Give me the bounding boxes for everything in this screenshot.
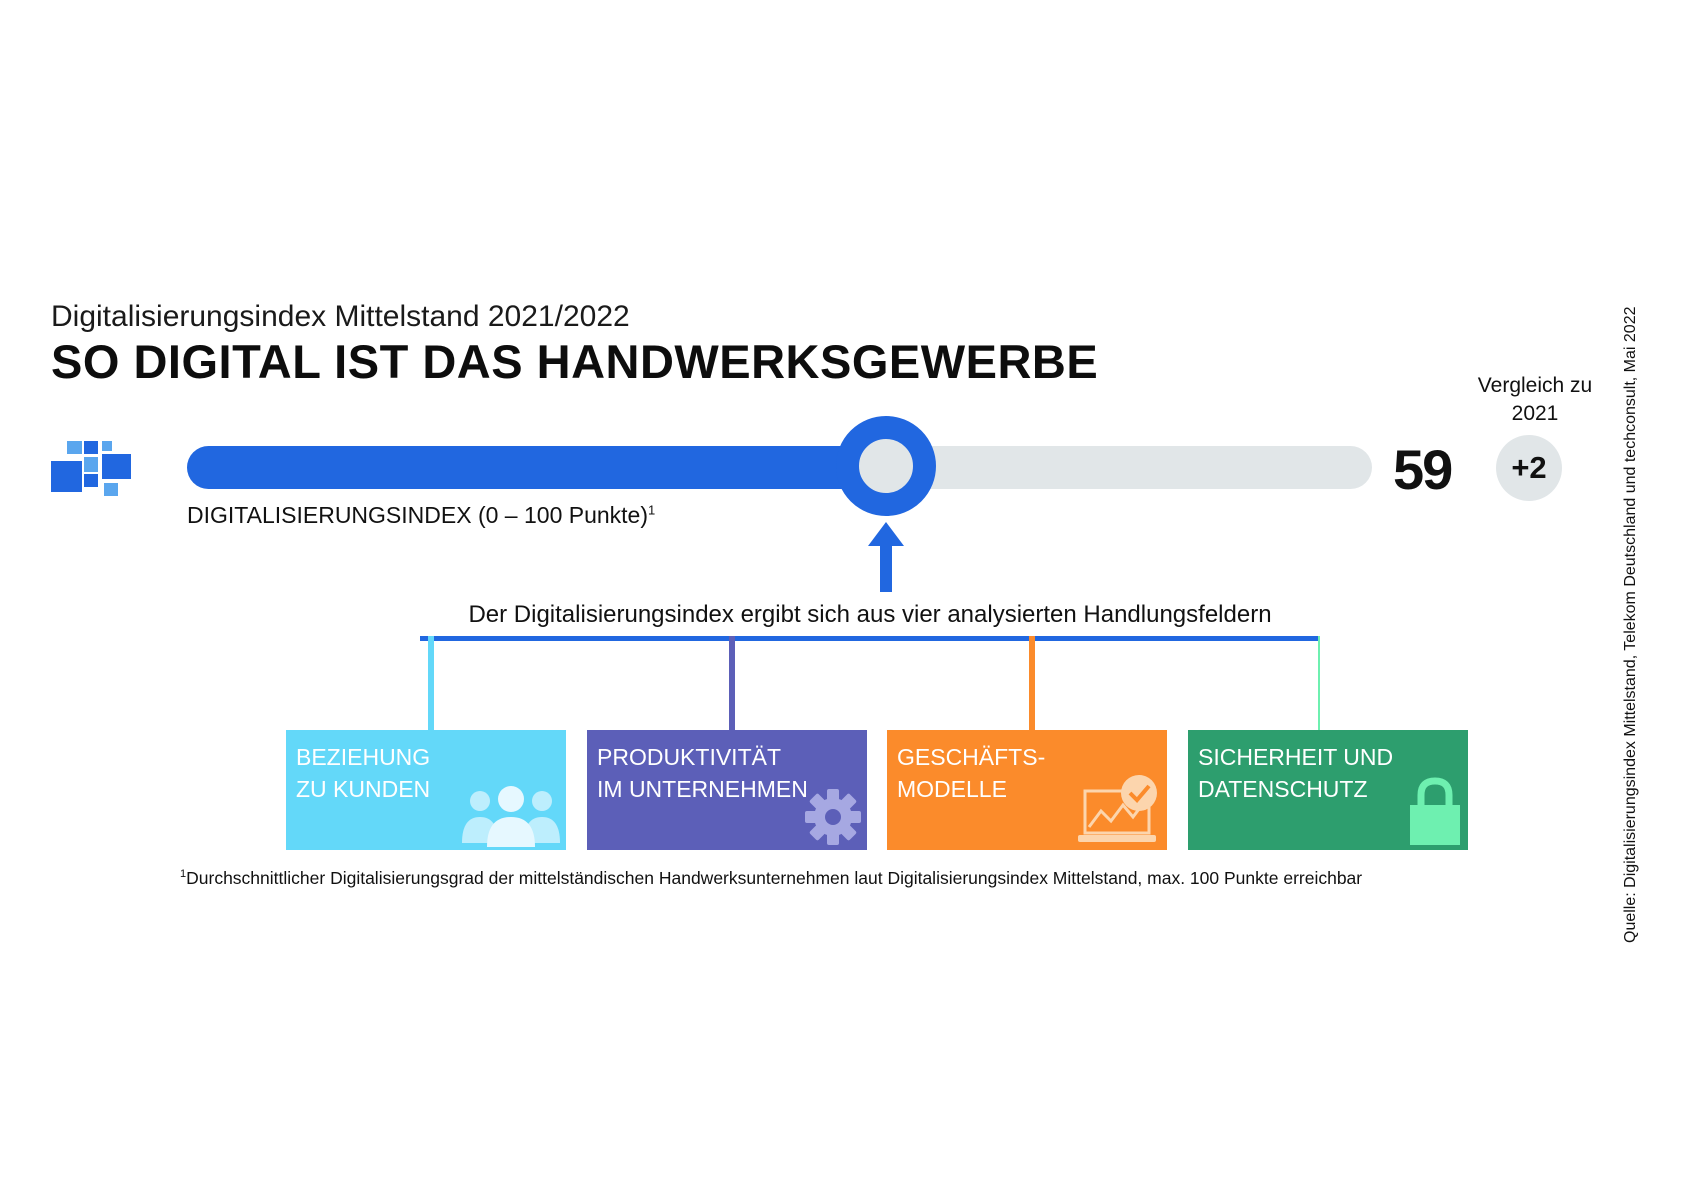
- index-bar-fill: [187, 446, 886, 489]
- page-title: SO DIGITAL IST DAS HANDWERKSGEWERBE: [51, 335, 1099, 388]
- field-label: PRODUKTIVITÄT IM UNTERNEHMEN: [597, 744, 808, 802]
- fields-caption: Der Digitalisierungsindex ergibt sich aus vier analysierten Handlungsfeldern: [468, 601, 1272, 628]
- delta-badge: +2: [1496, 435, 1562, 501]
- field-box-geschaeftsmodelle: [887, 730, 1167, 850]
- subtitle: Digitalisierungsindex Mittelstand 2021/2022: [51, 300, 630, 333]
- footnote-mark: 1: [648, 502, 656, 518]
- compare-label: Vergleich zu 2021: [1477, 374, 1593, 425]
- index-value: 59: [1393, 438, 1452, 501]
- field-label: BEZIEHUNG ZU KUNDEN: [296, 744, 431, 802]
- fields-connector: [420, 632, 1320, 732]
- field-label: GESCHÄFTS- MODELLE: [897, 744, 1046, 802]
- field-box-sicherheit: [1188, 730, 1468, 850]
- arrow-up-icon: [868, 522, 904, 592]
- field-box-kunden: [286, 730, 566, 850]
- footnote: $^1$Durchschnittlicher Digitalisierungsgrad der mittelständischen Handwerksunternehmen laut Digitalisierungsindex Mittelstand, max. 100 Punkte erreichbar: [180, 868, 1363, 888]
- field-box-produktivitaet: [587, 730, 867, 850]
- footnote-mark: 1: [180, 868, 187, 881]
- pixel-logo-icon: [51, 441, 131, 497]
- field-label: SICHERHEIT UND DATENSCHUTZ: [1198, 744, 1394, 802]
- index-label: DIGITALISIERUNGSINDEX (0 – 100 Punkte)$^1$: [187, 502, 656, 528]
- index-marker: [836, 416, 936, 516]
- source-note: Quelle: Digitalisierungsindex Mittelstand, Telekom Deutschland und techconsult, Mai 2022: [1622, 306, 1639, 943]
